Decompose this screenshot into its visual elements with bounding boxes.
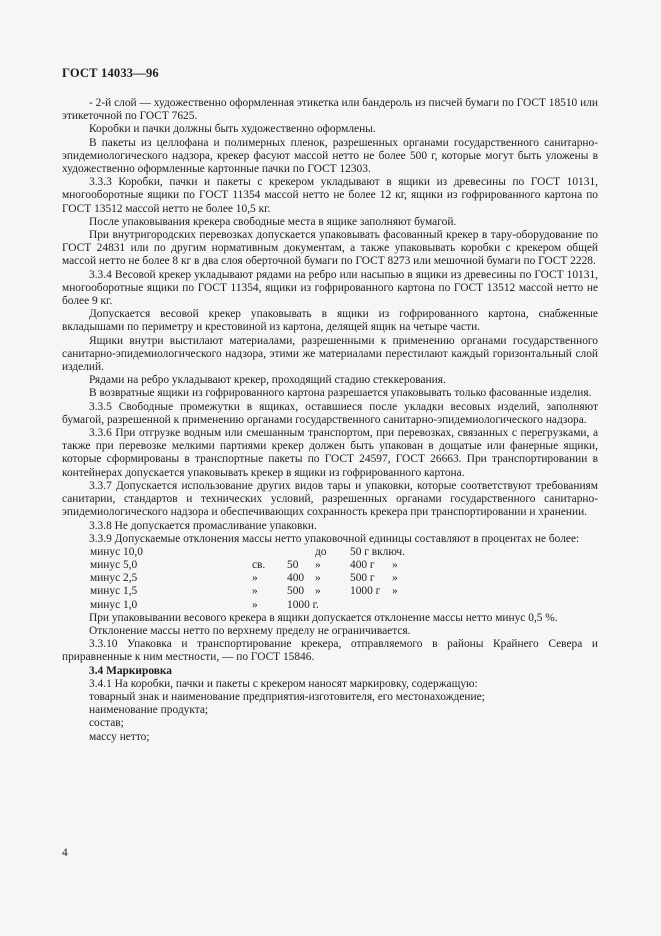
page-number: 4 [62,847,68,859]
range-from: 500 [287,585,305,598]
range-to-word: » [315,559,321,572]
range-from: 50 [287,559,299,572]
paragraph: Ящики внутри выстилают материалами, разрешенными к применению органами государственного санитарно-эпидемиологического надзора, этими же материалами перестилают каждый горизонтальный слой изделий. [62,334,598,374]
paragraph: В пакеты из целлофана и полимерных пленок, разрешенных органами государственного санитарно-эпидемиологического надзора, крекер фасуют массой нетто не более 500 г, которые могут быть уложены в художественно оформленные картонные пачки по ГОСТ 12303. [62,136,598,176]
paragraph: Допускается весовой крекер упаковывать в ящики из гофрированного картона, снабженные вкладышами по периметру и крестовиной из картона, делящей ящик на четыре части. [62,308,598,334]
paragraph: Рядами на ребро укладывают крекер, проходящий стадию стеккерования. [89,374,446,387]
table-row [62,572,598,585]
paragraph: - 2-й слой — художественно оформленная этикетка или бандероль из писчей бумаги по ГОСТ 18510 или этикеточной по ГОСТ 7625. [62,97,598,123]
paragraph: 3.3.10 Упаковка и транспортирование крекера, отправляемого в районы Крайнего Севера и приравненные к ним местности, — по ГОСТ 15846. [62,638,598,664]
paragraph: 3.3.3 Коробки, пачки и пакеты с крекером укладывают в ящики из древесины по ГОСТ 10131, многооборотные ящики по ГОСТ 11354 массой нетто не более 12 кг, ящики из гофрированного картона по ГОСТ 13512 массой нетто не более 10,5 кг. [62,176,598,215]
table-row [62,546,598,559]
list-item: состав; [89,717,124,730]
paragraph: 3.4.1 На коробки, пачки и пакеты с крекером наносят маркировку, содержащую: [89,677,478,690]
paragraph: Коробки и пачки должны быть художественно оформлены. [89,123,376,136]
paragraph: В возвратные ящики из гофрированного картона разрешается упаковывать только фасованные изделия. [89,387,592,400]
range-ditto: » [392,572,398,585]
tolerance-value: минус 5,0 [90,559,138,572]
range-to: 1000 г [350,585,381,598]
range-prefix: » [252,598,258,611]
tolerance-value: минус 1,5 [90,585,138,598]
paragraph: При упаковывании весового крекера в ящики допускается отклонение массы нетто минус 0,5 %. [89,611,558,624]
paragraph: При внутригородских перевозках допускается упаковывать фасованный крекер в тару-оборудование по ГОСТ 24831 или по другим нормативным документам, а также упаковывать коробки с крекером общей массой нетто не более 8 кг в два слоя оберточной бумаги по ГОСТ 8273 или мешочной бумаги по ГОСТ 2228. [62,229,598,268]
range-from: 400 [287,572,305,585]
range-to-word: » [315,572,321,585]
tolerance-value: минус 2,5 [90,572,138,585]
range-prefix: св. [252,559,266,572]
paragraph: 3.3.7 Допускается использование других видов тары и упаковки, которые соответствуют требованиям санитарии, стандартов и технических условий, разрешенных органами государственного санитарно-эпидемиологического надзора и обеспечивающих сохранность крекера при транспортировании и хранении. [62,479,598,519]
range-ditto: » [392,585,398,598]
range-to-word: до [315,545,327,558]
paragraph: 3.3.4 Весовой крекер укладывают рядами на ребро или насыпью в ящики из древесины по ГОСТ 10131, многооборотные ящики по ГОСТ 11354, ящики из гофрированного картона по ГОСТ 13512 массой нетто не более 9 кг. [62,268,598,308]
paragraph: 3.3.5 Свободные промежутки в ящиках, оставшиеся после укладки весовых изделий, заполняют бумагой, разрешенной к применению органами государственного санитарно-эпидемиологического надзора. [62,400,598,426]
paragraph: 3.3.9 Допускаемые отклонения массы нетто упаковочной единицы составляют в процентах не более: [89,532,580,545]
tolerance-value: минус 10,0 [90,545,143,558]
range-to: 400 г [350,559,375,572]
paragraph: 3.3.8 Не допускается промасливание упаковки. [89,519,317,532]
range-to: 500 г [350,572,375,585]
mass-tolerance-table [62,546,598,612]
list-item: товарный знак и наименование предприятия-изготовителя, его местонахождение; [89,691,485,704]
tolerance-value: минус 1,0 [90,598,138,611]
paragraph: 3.3.6 При отгрузке водным или смешанным транспортом, при перевозках, связанных с перегрузками, а также при перевозке мелкими партиями крекер должен быть упакован в дощатые или фанерные ящики, которые сформированы в транспортные пакеты по ГОСТ 24597, ГОСТ 26663. При транспортировании в контейнерах допускается упаковывать крекер в ящики из гофрированного картона. [62,427,598,479]
paragraph: Отклонение массы нетто по верхнему пределу не ограничивается. [89,625,411,638]
document-body [62,97,598,744]
list-item: наименование продукта; [89,704,209,717]
range-from: 1000 г. [287,598,319,611]
range-ditto: » [392,559,398,572]
table-row [62,599,598,612]
table-row [62,559,598,572]
range-to: 50 г включ. [350,545,406,558]
paragraph: После упаковывания крекера свободные места в ящике заполняют бумагой. [89,215,457,228]
list-item: массу нетто; [89,730,150,743]
range-to-word: » [315,585,321,598]
page-header-standard-code: ГОСТ 14033—96 [62,66,159,80]
range-prefix: » [252,585,258,598]
range-prefix: » [252,572,258,585]
section-heading: 3.4 Маркировка [89,664,172,677]
table-row [62,585,598,598]
